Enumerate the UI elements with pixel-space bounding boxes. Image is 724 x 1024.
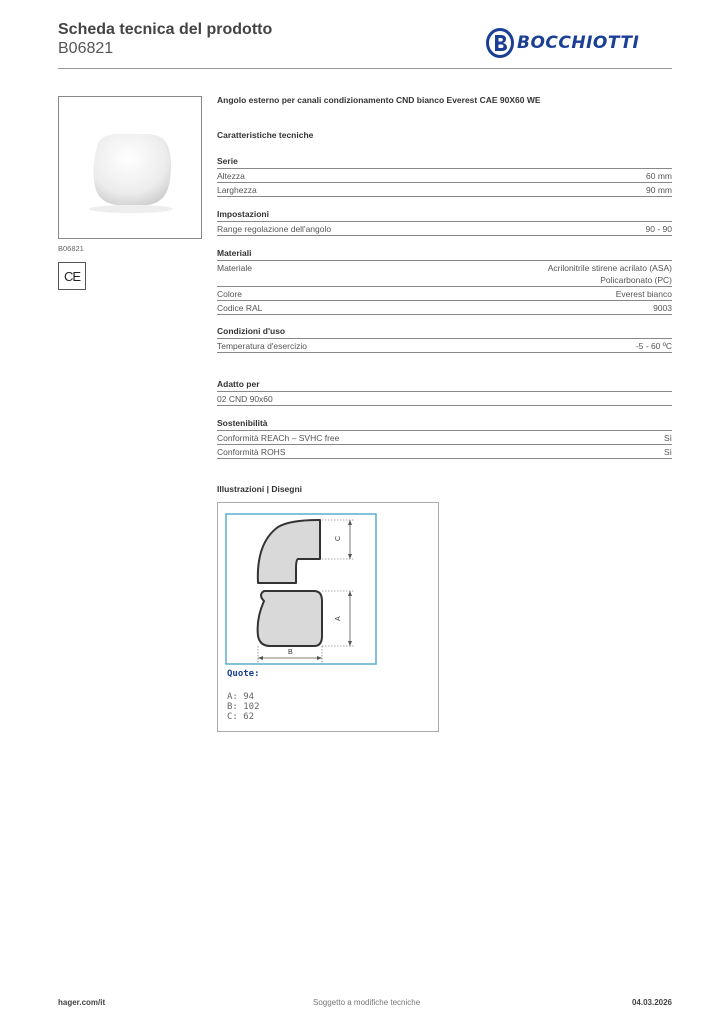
spec-label: Larghezza	[217, 185, 257, 195]
section-divider	[217, 338, 672, 339]
spec-value: 90 mm	[646, 185, 672, 195]
section-divider	[217, 260, 672, 261]
product-photo-image	[59, 97, 203, 240]
section-divider	[217, 168, 672, 169]
spec-label: Conformità REACh – SVHC free	[217, 433, 340, 443]
spec-row	[217, 288, 672, 301]
section-sostenibilita-heading: Sostenibilità	[217, 418, 268, 428]
section-condizioni-heading: Condizioni d'uso	[217, 326, 286, 336]
section-serie-heading: Serie	[217, 156, 238, 166]
spec-row	[217, 446, 672, 459]
spec-label: Conformità ROHS	[217, 447, 286, 457]
footer-date: 04.03.2026	[631, 998, 672, 1007]
spec-value: Everest bianco	[615, 289, 672, 299]
spec-row	[217, 432, 672, 445]
spec-row	[217, 184, 672, 197]
spec-value: Acrilonitrile stirene acrilato (ASA)	[547, 263, 672, 273]
spec-value: 90 - 90	[645, 224, 672, 234]
spec-row	[217, 262, 672, 287]
spec-value: Sì	[663, 433, 672, 443]
dim-label-c: C	[335, 535, 342, 541]
product-photo	[58, 96, 202, 239]
spec-value: 60 mm	[646, 171, 672, 181]
spec-label: Range regolazione dell'angolo	[217, 224, 332, 234]
spec-value: -5 - 60 ºC	[635, 341, 672, 351]
section-divider	[217, 391, 672, 392]
dimension-drawing	[217, 502, 439, 732]
spec-label: Altezza	[217, 171, 245, 181]
spec-label: Materiale	[217, 263, 252, 273]
section-divider	[217, 221, 672, 222]
spec-value: Sì	[663, 447, 672, 457]
quote-a: A: 94	[227, 692, 255, 702]
spec-row	[217, 340, 672, 353]
spec-value: Policarbonato (PC)	[600, 275, 672, 285]
spec-value: 9003	[653, 303, 672, 313]
quote-c: C: 62	[227, 712, 255, 722]
footer-note: Soggetto a modifiche tecniche	[313, 998, 421, 1007]
bocchiotti-logo-icon	[486, 28, 514, 58]
product-code: B06821	[58, 40, 114, 57]
spec-label: 02 CND 90x60	[217, 394, 273, 404]
spec-row	[217, 393, 672, 406]
spec-value-multi	[548, 262, 672, 286]
dim-label-b: B	[288, 649, 293, 656]
spec-label: Codice RAL	[217, 303, 263, 313]
spec-label: Colore	[217, 289, 243, 299]
elbow-front-view	[258, 591, 322, 646]
product-title: Angolo esterno per canali condizionamento CND bianco Everest CAE 90X60 WE	[217, 95, 541, 105]
photo-caption: B06821	[58, 244, 84, 253]
quote-b: B: 102	[227, 702, 260, 712]
section-impostazioni-heading: Impostazioni	[217, 209, 269, 219]
page-title: Scheda tecnica del prodotto	[58, 21, 273, 38]
footer-website: hager.com/it	[58, 998, 106, 1007]
spec-row	[217, 302, 672, 315]
brand-name: BOCCHIOTTI	[517, 33, 640, 53]
quotes-title: Quote:	[227, 669, 260, 679]
spec-row	[217, 170, 672, 183]
header-divider	[58, 68, 672, 69]
tech-heading: Caratteristiche tecniche	[217, 130, 314, 140]
spec-label: Temperatura d'esercizio	[217, 341, 307, 351]
dim-label-a: A	[335, 616, 342, 621]
ce-mark-icon: CE	[58, 262, 86, 290]
section-divider	[217, 430, 672, 431]
section-materiali-heading: Materiali	[217, 248, 252, 258]
illustrations-heading: Illustrazioni | Disegni	[217, 484, 303, 494]
brand-logo	[486, 28, 639, 58]
spec-row	[217, 223, 672, 236]
section-adatto-heading: Adatto per	[217, 379, 260, 389]
elbow-top-view	[258, 520, 320, 583]
